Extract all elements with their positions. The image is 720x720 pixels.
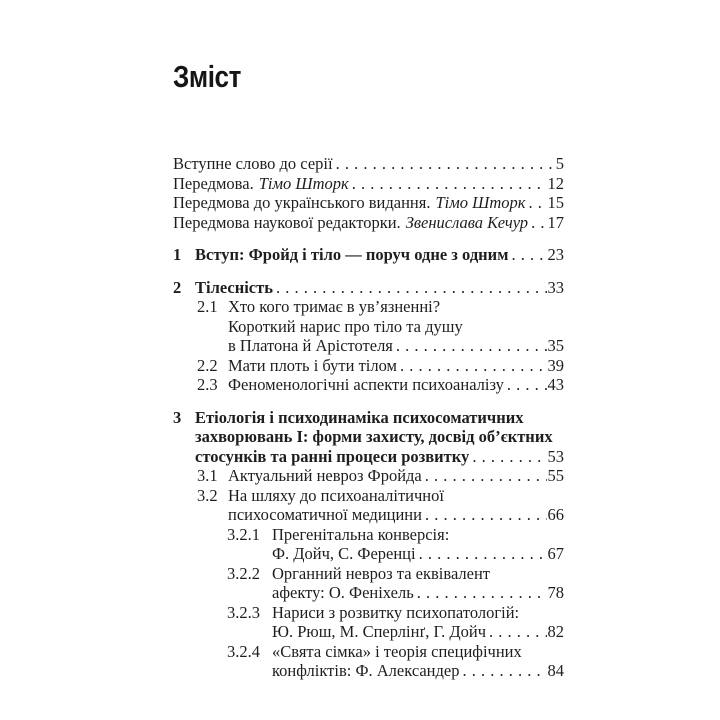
toc-entry [173,174,564,194]
entry-label: Феноменологічні аспекти психоаналізу [228,375,504,394]
dot-leader [489,622,546,642]
table-of-contents [173,60,564,681]
toc-entry-line [173,661,564,681]
entry-label: психосоматичної медицини [228,505,422,524]
page-number: 23 [547,245,564,264]
page-number: 67 [547,544,564,563]
toc-chapter-3 [173,408,564,681]
toc-entry-line [173,505,564,525]
dot-leader [462,661,546,681]
entry-label: Нариси з розвитку психопатологій: [272,602,520,622]
entry-label: «Свята сімка» і теорія специфічних [272,641,522,661]
dot-leader [425,505,547,525]
entry-number: 3.2.3 [227,602,260,622]
dot-leader [511,245,546,265]
entry-label: Ф. Дойч, С. Ференці [272,544,416,563]
entry-label: Передмова до українського видання. [173,193,431,212]
toc-front-matter [173,154,564,232]
toc-entry [173,154,564,174]
toc-entry [173,193,564,213]
dot-leader [528,193,546,213]
toc-entry [173,486,564,506]
toc-entry [173,245,564,265]
page-number: 82 [547,622,564,641]
entry-author: Тімо Шторк [435,193,526,212]
entry-number: 3.1 [197,466,218,485]
entry-number: 3.2.4 [227,641,260,661]
entry-label: Хто кого тримає в ув’язненні? [228,297,441,316]
entry-label: Передмова. [173,173,254,193]
dot-leader [419,544,547,564]
toc-chapter-1 [173,245,564,265]
toc-entry-line [173,447,564,467]
page-number: 78 [547,583,564,602]
dot-leader [276,278,547,298]
page-number: 33 [547,277,564,297]
dot-leader [472,447,546,467]
entry-number: 3.2 [197,485,218,505]
entry-label: Тілесність [195,277,273,297]
toc-entry-line [173,427,564,447]
page-number: 53 [547,446,564,466]
entry-label: Вступ: Фройд і тіло — поруч одне з одним [195,245,509,264]
entry-label: Актуальний невроз Фройда [228,466,422,485]
entry-label: конфліктів: Ф. Александер [272,661,460,680]
toc-entry-line [173,544,564,564]
entry-label: Передмова наукової редакторки. [173,212,401,232]
toc-entry [173,408,564,428]
toc-entry [173,564,564,584]
page-number: 84 [547,661,564,680]
entry-label: Короткий нарис про тіло та душу [228,316,463,336]
dot-leader [531,213,546,233]
page-number: 17 [547,212,564,232]
toc-entry [173,278,564,298]
entry-label: Вступне слово до серії [173,154,333,173]
toc-chapter-2 [173,278,564,395]
dot-leader [400,356,547,376]
toc-entry [173,642,564,662]
entry-label: Прегенітальна конверсія: [272,524,450,544]
entry-label: афекту: О. Феніхель [272,583,414,602]
page-number: 43 [547,375,564,394]
entry-number: 2 [173,277,182,297]
toc-entry [173,603,564,623]
page-title: Зміст [173,59,241,94]
toc-entry-line [173,336,564,356]
entry-number: 2.2 [197,355,218,375]
entry-label: стосунків та ранні процеси розвитку [195,446,470,466]
toc-entry-line [173,317,564,337]
dot-leader [396,336,547,356]
entry-label: Етіологія і психодинаміка психосоматичних [195,407,524,427]
entry-number: 2.1 [197,297,218,316]
entry-label: Органний невроз та еквівалент [272,563,491,583]
page-number: 5 [555,154,564,173]
page-number: 66 [547,505,564,524]
page-number: 39 [547,355,564,375]
entry-label: На шляху до психоаналітичної [228,485,444,505]
toc-entry [173,375,564,395]
entry-label: в Платона й Арістотеля [228,336,393,355]
entry-label: Мати плоть і бути тілом [228,355,397,375]
entry-author: Звенислава Кечур [405,212,529,232]
entry-label: Ю. Рюш, М. Сперлінґ, Г. Дойч [272,622,487,641]
dot-leader [352,174,547,194]
toc-entry [173,525,564,545]
dot-leader [507,375,547,395]
entry-label: захворювань І: форми захисту, досвід об’єктних [195,427,553,446]
entry-number: 3.2.1 [227,524,260,544]
toc-entry [173,297,564,317]
page-number: 55 [547,466,564,485]
entry-number: 1 [173,245,182,264]
dot-leader [336,154,555,174]
page-number: 35 [547,336,564,355]
toc-entry [173,213,564,233]
page-number: 15 [547,193,564,212]
entry-author: Тімо Шторк [258,173,349,193]
toc-entry [173,356,564,376]
toc-entry-line [173,583,564,603]
toc-entry [173,466,564,486]
toc-entry-line [173,622,564,642]
entry-number: 3.2.2 [227,563,260,583]
entry-number: 2.3 [197,375,218,394]
dot-leader [417,583,547,603]
entry-number: 3 [173,407,182,427]
dot-leader [425,466,547,486]
page-number: 12 [547,173,564,193]
